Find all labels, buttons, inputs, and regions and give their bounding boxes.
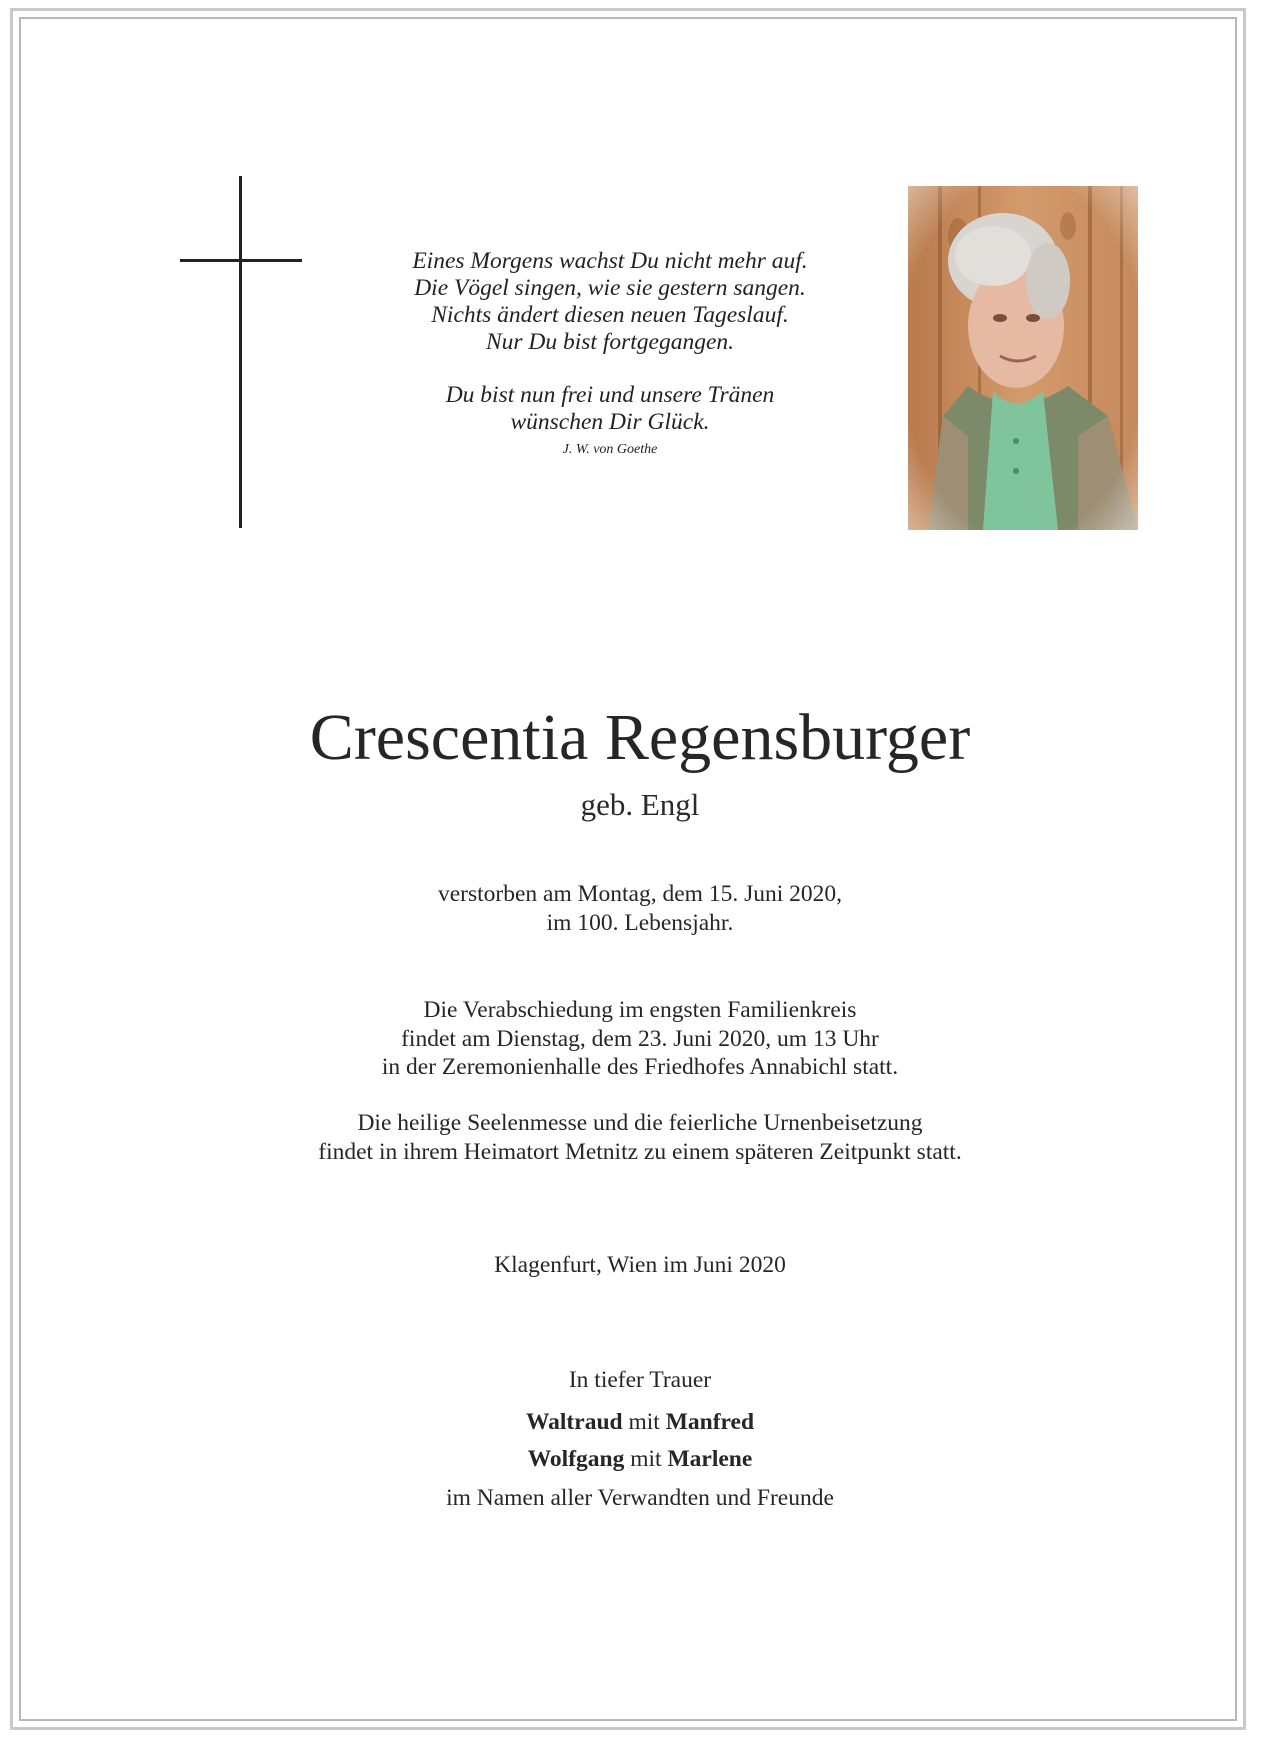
poem-line: Du bist nun frei und unsere Tränen <box>445 382 775 408</box>
mourner-family-1 <box>0 1404 1280 1441</box>
death-notice-line: im 100. Lebensjahr. <box>546 909 734 936</box>
mass-line: Die heilige Seelenmesse und die feierliche Urnenbeisetzung <box>357 1110 923 1136</box>
poem-stanza-2 <box>340 382 880 436</box>
poem-stanza-1 <box>340 248 880 356</box>
portrait-image <box>908 186 1138 530</box>
mourner-name: Waltraud <box>525 1409 623 1435</box>
farewell-line: Die Verabschiedung im engsten Familienkreis <box>423 997 857 1023</box>
poem-author: J. W. von Goethe <box>562 442 658 457</box>
poem-line: Die Vögel singen, wie sie gestern sangen. <box>414 275 806 301</box>
mourners-closing: im Namen aller Verwandten und Freunde <box>446 1485 834 1511</box>
mass-line: findet in ihrem Heimatort Metnitz zu einem späteren Zeitpunkt statt. <box>318 1138 962 1165</box>
poem-line: wünschen Dir Glück. <box>510 409 710 435</box>
mourner-name: Marlene <box>667 1446 753 1472</box>
cross-vertical-bar <box>239 176 242 528</box>
mourner-name: Manfred <box>665 1409 755 1435</box>
poem-line: Nichts ändert diesen neuen Tageslauf. <box>431 302 789 328</box>
mourners-section <box>0 1362 1280 1517</box>
portrait-photo <box>908 186 1138 530</box>
poem-line: Nur Du bist fortgegangen. <box>485 329 735 355</box>
farewell-line: findet am Dienstag, dem 23. Juni 2020, um 13 Uhr <box>401 1025 879 1052</box>
farewell-line: in der Zeremonienhalle des Friedhofes Annabichl statt. <box>381 1054 899 1080</box>
memorial-poem <box>340 248 880 459</box>
mourner-name: Wolfgang <box>527 1446 625 1472</box>
place-date-text: Klagenfurt, Wien im Juni 2020 <box>494 1252 786 1278</box>
cross-horizontal-bar <box>180 259 302 262</box>
maiden-name: geb. Engl <box>580 787 700 822</box>
farewell-info <box>0 996 1280 1082</box>
death-notice <box>0 880 1280 937</box>
death-notice-line: verstorben am Montag, dem 15. Juni 2020, <box>437 881 842 907</box>
mass-info <box>0 1109 1280 1166</box>
mourner-family-2 <box>0 1441 1280 1478</box>
mourner-joiner: mit <box>628 1409 660 1435</box>
poem-line: Eines Morgens wachst Du nicht mehr auf. <box>412 248 808 274</box>
deceased-name: Crescentia Regensburger <box>309 701 971 774</box>
mourner-joiner: mit <box>630 1446 662 1472</box>
mourners-intro: In tiefer Trauer <box>568 1367 712 1393</box>
place-date <box>0 1251 1280 1280</box>
